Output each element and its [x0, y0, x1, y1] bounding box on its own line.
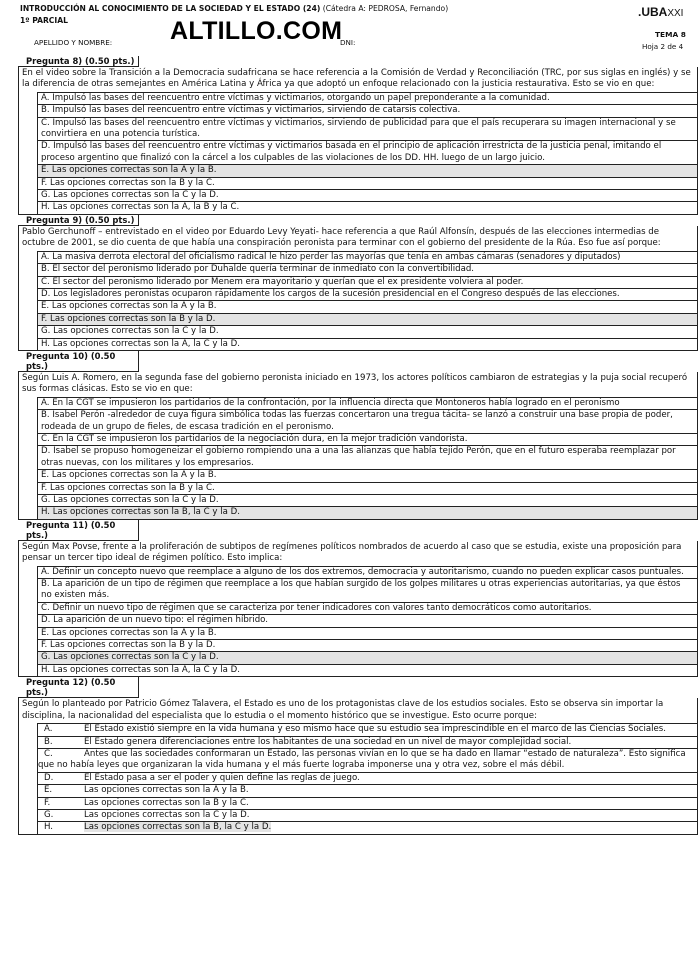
option-e[interactable]: E. Las opciones correctas son la A y la B.: [38, 164, 697, 176]
option-d[interactable]: D. Impulsó las bases del reencuentro entre víctimas y victimarios basada en el principio de aplicación irrestricta de la justicia penal, imitando el proceso argentino que finalizó con la cárcel a los culpables de las violaciones de los DD. HH. luego de un largo juicio.: [38, 140, 697, 164]
option-letter: F.: [44, 797, 51, 808]
question-title: Pregunta 9) (0.50 pts.): [18, 215, 139, 226]
option-g[interactable]: [38, 809, 697, 821]
options-list: [37, 397, 697, 519]
option-a[interactable]: [38, 723, 697, 735]
option-c[interactable]: C. Impulsó las bases del reencuentro entre víctimas y victimarios, sirviendo de publicidad para que el país recuperara su imagen internacional y se convirtiera en una potencia turística.: [38, 117, 697, 141]
option-c[interactable]: C. El sector del peronismo liderado por Menem era mayoritario y querían que el ex presidente volviera al poder.: [38, 276, 697, 288]
option-a[interactable]: A. Impulsó las bases del reencuentro entre víctimas y victimarios, otorgando un papel preponderante a la comunidad.: [38, 92, 697, 104]
option-text: El Estado existió siempre en la vida humana y eso mismo hace que su estudio sea imprescindible en el marco de las Ciencias Sociales.: [84, 724, 667, 735]
apellido-label: APELLIDO Y NOMBRE:: [34, 38, 113, 47]
catedra: (Cátedra A: PEDROSA, Fernando): [322, 4, 449, 13]
course-header: [20, 4, 448, 13]
option-h[interactable]: H. Las opciones correctas son la B, la C y la D.: [38, 506, 697, 518]
options-list: [37, 566, 697, 677]
option-letter: C.: [44, 748, 53, 759]
option-a[interactable]: A. La masiva derrota electoral del oficialismo radical le hizo perder las mayorías que tenía en ambas cámaras (senadores y diputados): [38, 251, 697, 263]
option-e[interactable]: [38, 784, 697, 796]
option-c[interactable]: C. En la CGT se impusieron los partidarios de la negociación dura, en la mejor tradición vandorista.: [38, 433, 697, 445]
watermark: ALTILLO.COM: [170, 17, 343, 45]
dni-label: DNI:: [340, 38, 356, 47]
option-text: Las opciones correctas son la C y la D.: [84, 809, 250, 820]
question-stem: Según lo planteado por Patricio Gómez Talavera, el Estado es uno de los protagonistas clave de los estudios sociales. Esto se observa sin importar la disciplina, la nacionalidad del especialista que lo estudia o el momento histórico que se investigue. Esto ocurre porque:: [22, 699, 664, 721]
option-h[interactable]: H. Las opciones correctas son la A, la B y la C.: [38, 201, 697, 213]
option-a[interactable]: A. En la CGT se impusieron los partidarios de la confrontación, por la influencia directa que Montoneros había logrado en el peronismo: [38, 397, 697, 409]
option-text: Las opciones correctas son la A y la B.: [84, 785, 249, 796]
option-h[interactable]: H. Las opciones correctas son la A, la C y la D.: [38, 338, 697, 350]
question-stem: Según Max Povse, frente a la proliferación de subtipos de regímenes políticos nombrados de acuerdo al caso que se estudia, existe una proposición para pensar un tercer tipo ideal de régimen político. Esto implica:: [22, 541, 682, 564]
option-text: Las opciones correctas son la B, la C y la D.: [84, 822, 272, 833]
option-e[interactable]: E. Las opciones correctas son la A y la B.: [38, 469, 697, 481]
option-g[interactable]: G. Las opciones correctas son la C y la D.: [38, 494, 697, 506]
question-block: [18, 372, 698, 520]
course-name: INTRODUCCIÓN AL CONOCIMIENTO DE LA SOCIEDAD Y EL ESTADO (24): [20, 4, 321, 13]
option-text: Las opciones correctas son la B y la C.: [84, 797, 249, 808]
options-list: [37, 723, 697, 834]
question-block: [18, 67, 698, 215]
question-block: [18, 698, 698, 834]
option-f[interactable]: F. Las opciones correctas son la B y la C.: [38, 482, 697, 494]
option-b[interactable]: B. El sector del peronismo liderado por Duhalde quería terminar de inmediato con la convertibilidad.: [38, 263, 697, 275]
question-title: Pregunta 12) (0.50 pts.): [18, 677, 139, 698]
question-stem: Pablo Gerchunoff – entrevistado en el video por Eduardo Levy Yeyati- hace referencia a que Raúl Alfonsín, después de las elecciones intermedias de octubre de 2001, se dio cuenta de que había una conspiración peronista para terminar con el gobierno del presidente de la Rúa. Eso fue así porque:: [22, 226, 661, 249]
option-b[interactable]: B. La aparición de un tipo de régimen que reemplace a los que habían surgido de los golpes militares u otras experiencias autoritarias, ya que éstos no existen más.: [38, 578, 697, 602]
option-h[interactable]: H. Las opciones correctas son la A, la C y la D.: [38, 664, 697, 676]
options-list: [37, 251, 697, 350]
uba-logo: [638, 5, 683, 19]
questions-list: [18, 56, 698, 835]
option-g[interactable]: G. Las opciones correctas son la C y la D.: [38, 325, 697, 337]
option-letter: B.: [44, 736, 53, 747]
question-stem: En el video sobre la Transición a la Democracia sudafricana se hace referencia a la Comisión de Verdad y Reconciliación (TRC, por sus siglas en inglés) y se la diferencia de otras semejantes en América Latina y África ya que adoptó un enfoque relacionado con la justicia restaurativa. Esto se vio en que:: [22, 68, 691, 90]
option-f[interactable]: F. Las opciones correctas son la B y la D.: [38, 313, 697, 325]
uba-suffix: XXI: [667, 8, 684, 19]
option-text: El Estado pasa a ser el poder y quien define las reglas de juego.: [84, 772, 360, 783]
option-d[interactable]: D. Los legisladores peronistas ocuparon rápidamente los cargos de la sucesión presidencial en el Congreso después de las elecciones.: [38, 288, 697, 300]
option-letter: H.: [44, 822, 54, 833]
option-d[interactable]: D. La aparición de un nuevo tipo: el régimen híbrido.: [38, 614, 697, 626]
option-d[interactable]: D. Isabel se propuso homogeneizar el gobierno rompiendo una a una las alianzas que había tejido Perón, que en el futuro esperaba reemplazar por otras nuevas, con los militares y los empresarios.: [38, 445, 697, 469]
option-e[interactable]: E. Las opciones correctas son la A y la B.: [38, 300, 697, 312]
question-stem: Según Luis A. Romero, en la segunda fase del gobierno peronista iniciado en 1973, los actores políticos cambiaron de estrategias y la puja social recuperó sus formas clásicas. Esto se vio en que:: [22, 372, 688, 395]
uba-text: .UBA: [638, 5, 668, 19]
option-f[interactable]: [38, 797, 697, 809]
question-block: [18, 541, 698, 677]
hoja-label: Hoja 2 de 4: [642, 42, 684, 51]
parcial-label: 1º PARCIAL: [20, 16, 68, 25]
option-f[interactable]: F. Las opciones correctas son la B y la D.: [38, 639, 697, 651]
option-b[interactable]: B. Isabel Perón -alrededor de cuya figura simbólica todas las fuerzas concertaron una tregua tácita- se lanzó a construir una base propia de poder, rodeada de un grupo de fieles, de escasa tradición en el peronismo.: [38, 409, 697, 433]
option-letter: E.: [44, 785, 53, 796]
options-list: [37, 92, 697, 214]
option-h[interactable]: [38, 821, 697, 833]
option-letter: D.: [44, 772, 54, 783]
option-text: Antes que las sociedades conformaran un Estado, las personas vivían en lo que se ha dado en llamar “estado de naturaleza”. Esto significa que no había leyes que organizaran la vida humana y el más fuerte lograba imponerse una y otra vez, sobre el más débil.: [38, 748, 686, 771]
option-c[interactable]: C. Definir un nuevo tipo de régimen que se caracteriza por tener indicadores con valores tanto democráticos como autoritarios.: [38, 602, 697, 614]
option-b[interactable]: [38, 736, 697, 748]
option-e[interactable]: E. Las opciones correctas son la A y la B.: [38, 627, 697, 639]
option-b[interactable]: B. Impulsó las bases del reencuentro entre víctimas y victimarios, sirviendo de catarsis colectiva.: [38, 104, 697, 116]
question-title: Pregunta 11) (0.50 pts.): [18, 520, 139, 541]
option-letter: G.: [44, 809, 54, 820]
question-title: Pregunta 8) (0.50 pts.): [18, 56, 139, 67]
option-d[interactable]: [38, 772, 697, 784]
tema-label: TEMA 8: [655, 30, 686, 39]
option-text: El Estado genera diferenciaciones entre los habitantes de una sociedad en un nivel de mayor complejidad social.: [84, 736, 572, 747]
question-block: [18, 226, 698, 351]
option-c[interactable]: [38, 748, 697, 772]
option-letter: A.: [44, 724, 53, 735]
option-g[interactable]: G. Las opciones correctas son la C y la D.: [38, 651, 697, 663]
option-g[interactable]: G. Las opciones correctas son la C y la D.: [38, 189, 697, 201]
question-title: Pregunta 10) (0.50 pts.): [18, 351, 139, 372]
option-f[interactable]: F. Las opciones correctas son la B y la C.: [38, 177, 697, 189]
option-a[interactable]: A. Definir un concepto nuevo que reemplace a alguno de los dos extremos, democracia y autoritarismo, cuando no pueden explicar casos puntuales.: [38, 566, 697, 578]
